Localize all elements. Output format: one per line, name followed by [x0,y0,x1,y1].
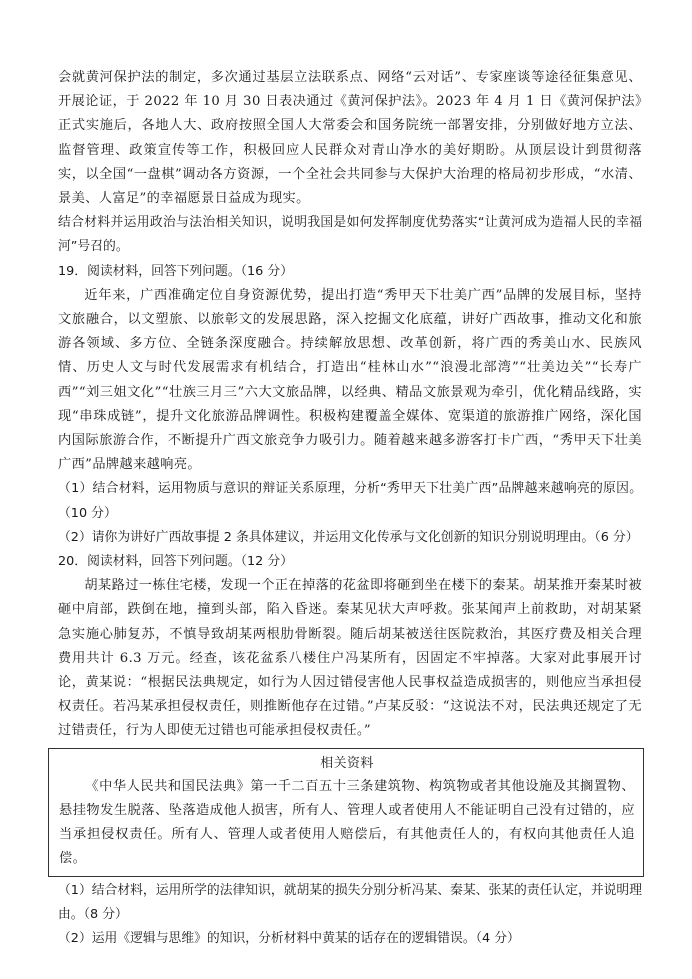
related-materials-title: 相关资料 [320,755,374,771]
q18-material-continuation: 会就黄河保护法的制定，多次通过基层立法联系点、网络“云对话”、专家座谈等途径征集意见、开展论证，于 2022 年 10 月 30 日表决通过《黄河保护法》。2023 年 4 月 1 日《黄河保护法》正式实施后，各地人大、政府按照全国人大常委会和国务院统一部署安排，分别做好地方立法、监督管理、政策宣传等工作，积极回应人民群众对青山净水的美好期盼。从顶层设计到贯彻落实，以全国“一盘棋”调动各方资源，一个全社会共同参与大保护大治理的格局初步形成，“水清、景美、人富足”的幸福愿景日益成为现实。 [58,70,642,207]
q20-subquestion-1: （1）结合材料，运用所学的法律知识，就胡某的损失分别分析冯某、秦某、张某的责任认定，并说明理由。（8 分） [58,882,643,922]
exam-page [58,66,642,951]
q19-header: 19．阅读材料，回答下列问题。（16 分） [58,263,293,279]
q20-header: 20．阅读材料，回答下列问题。（12 分） [58,554,293,570]
q19-material: 近年来，广西准确定位自身资源优势，提出打造“秀甲天下壮美广西”品牌的发展目标，坚持文旅融合，以文塑旅、以旅彰文的发展思路，深入挖掘文化底蕴，讲好广西故事，推动文化和旅游各领域、多方位、全链条深度融合。持续解放思想、改革创新，将广西的秀美山水、民族风情、历史人文与时代发展需求有机结合，打造出“桂林山水”“浪漫北部湾”“壮美边关”“长寿广西”“刘三姐文化”“壮族三月三”六大文旅品牌，以经典、精品文旅景观为牵引，优化精品线路，实现“串珠成链”，提升文化旅游品牌调性。积极构建覆盖全媒体、宽渠道的旅游推广网络，深化国内国际旅游合作，不断提升广西文旅竞争力吸引力。随着越来越多游客打卡广西，“秀甲天下壮美广西”品牌越来越响亮。 [58,287,642,473]
q19-subquestion-2: （2）请你为讲好广西故事提 2 条具体建议，并运用文化传承与文化创新的知识分别说明理由。（6 分） [58,529,639,545]
q20-material: 胡某路过一栋住宅楼，发现一个正在掉落的花盆即将砸到坐在楼下的秦某。胡某推开秦某时被砸中肩部，跌倒在地，撞到头部，陷入昏迷。秦某见状大声呼救。张某闻声上前救助，对胡某紧急实施心肺复苏，不慎导致胡某两根肋骨断裂。随后胡某被送往医院救治，其医疗费及相关合理费用共计 6.3 万元。经查，该花盆系八楼住户冯某所有，因固定不牢掉落。大家对此事展开讨论，黄某说：“根据民法典规定，如行为人因过错侵害他人民事权益造成损害的，则他应当承担侵权责任。若冯某承担侵权责任，则推断他存在过错。”卢某反驳：“这说法不对，民法典还规定了无过错责任，行为人即使无过错也可能承担侵权责任。” [58,578,642,739]
q20-subquestion-2: （2）运用《逻辑与思维》的知识，分析材料中黄某的话存在的逻辑错误。（4 分） [58,930,520,946]
q18-prompt: 结合材料并运用政治与法治相关知识，说明我国是如何发挥制度优势落实“让黄河成为造福人民的幸福河”号召的。 [58,215,642,255]
q19-subquestion-1: （1）结合材料，运用物质与意识的辩证关系原理，分析“秀甲天下壮美广西”品牌越来越响亮的原因。（10 分） [58,481,642,521]
related-materials-box [48,748,644,877]
related-materials-text: 《中华人民共和国民法典》第一千二百五十三条建筑物、构筑物或者其他设施及其搁置物、悬挂物发生脱落、坠落造成他人损害，所有人、管理人或者使用人不能证明自己没有过错的，应当承担侵权责任。所有人、管理人或者使用人赔偿后，有其他责任人的，有权向其他责任人追偿。 [59,778,635,867]
